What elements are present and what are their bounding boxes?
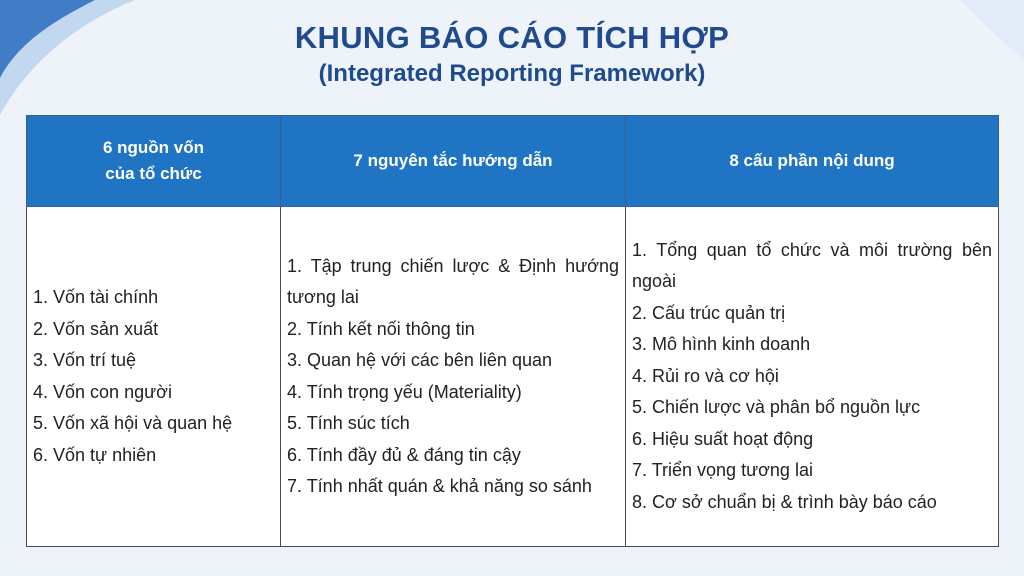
list-item: 5. Chiến lược và phân bổ nguồn lực: [632, 397, 921, 418]
header-principles: [281, 116, 626, 207]
list-item: 2. Vốn sản xuất: [33, 318, 159, 339]
capitals-list: [27, 207, 281, 547]
list-item: 2. Tính kết nối thông tin: [287, 318, 475, 339]
list-item: 6. Hiệu suất hoạt động: [632, 428, 814, 449]
table-header-row: [27, 116, 999, 207]
list-item: 8. Cơ sở chuẩn bị & trình bày báo cáo: [632, 491, 937, 512]
header-principles-line1: 7 nguyên tắc hướng dẫn: [353, 151, 553, 170]
header-capitals-line2: của tổ chức: [105, 164, 202, 183]
header-content-elements: [626, 116, 999, 207]
list-item: 2. Cấu trúc quản trị: [632, 302, 786, 323]
list-item: 1. Vốn tài chính: [33, 287, 159, 307]
framework-table: [26, 115, 999, 547]
principles-list: [281, 207, 626, 547]
list-item: 3. Mô hình kinh doanh: [632, 334, 811, 355]
list-item: 3. Quan hệ với các bên liên quan: [287, 350, 552, 370]
title-subtitle: (Integrated Reporting Framework): [318, 60, 706, 87]
table-row: [27, 207, 999, 547]
list-item: 4. Rủi ro và cơ hội: [632, 365, 779, 386]
header-capitals-line1: 6 nguồn vốn: [102, 138, 205, 157]
list-item: 3. Vốn trí tuệ: [33, 350, 137, 370]
list-item: 6. Vốn tự nhiên: [33, 444, 157, 465]
header-content-line1: 8 cấu phần nội dung: [729, 151, 895, 170]
list-item: 4. Vốn con người: [33, 381, 172, 402]
page-title: [0, 18, 1024, 90]
list-item: 1. Tổng quan tổ chức và môi trường bên ngoài: [632, 239, 992, 292]
list-item: 5. Vốn xã hội và quan hệ: [33, 413, 233, 433]
list-item: 6. Tính đầy đủ & đáng tin cậy: [287, 444, 521, 465]
list-item: 4. Tính trọng yếu (Materiality): [287, 381, 522, 402]
list-item: 7. Triển vọng tương lai: [632, 460, 813, 481]
list-item: 7. Tính nhất quán & khả năng so sánh: [287, 476, 592, 496]
header-capitals: [27, 116, 281, 207]
content-elements-list: [626, 207, 999, 547]
list-item: 5. Tính súc tích: [287, 413, 410, 433]
title-main: KHUNG BÁO CÁO TÍCH HỢP: [294, 20, 730, 55]
list-item: 1. Tập trung chiến lược & Định hướng tương lai: [287, 255, 619, 307]
